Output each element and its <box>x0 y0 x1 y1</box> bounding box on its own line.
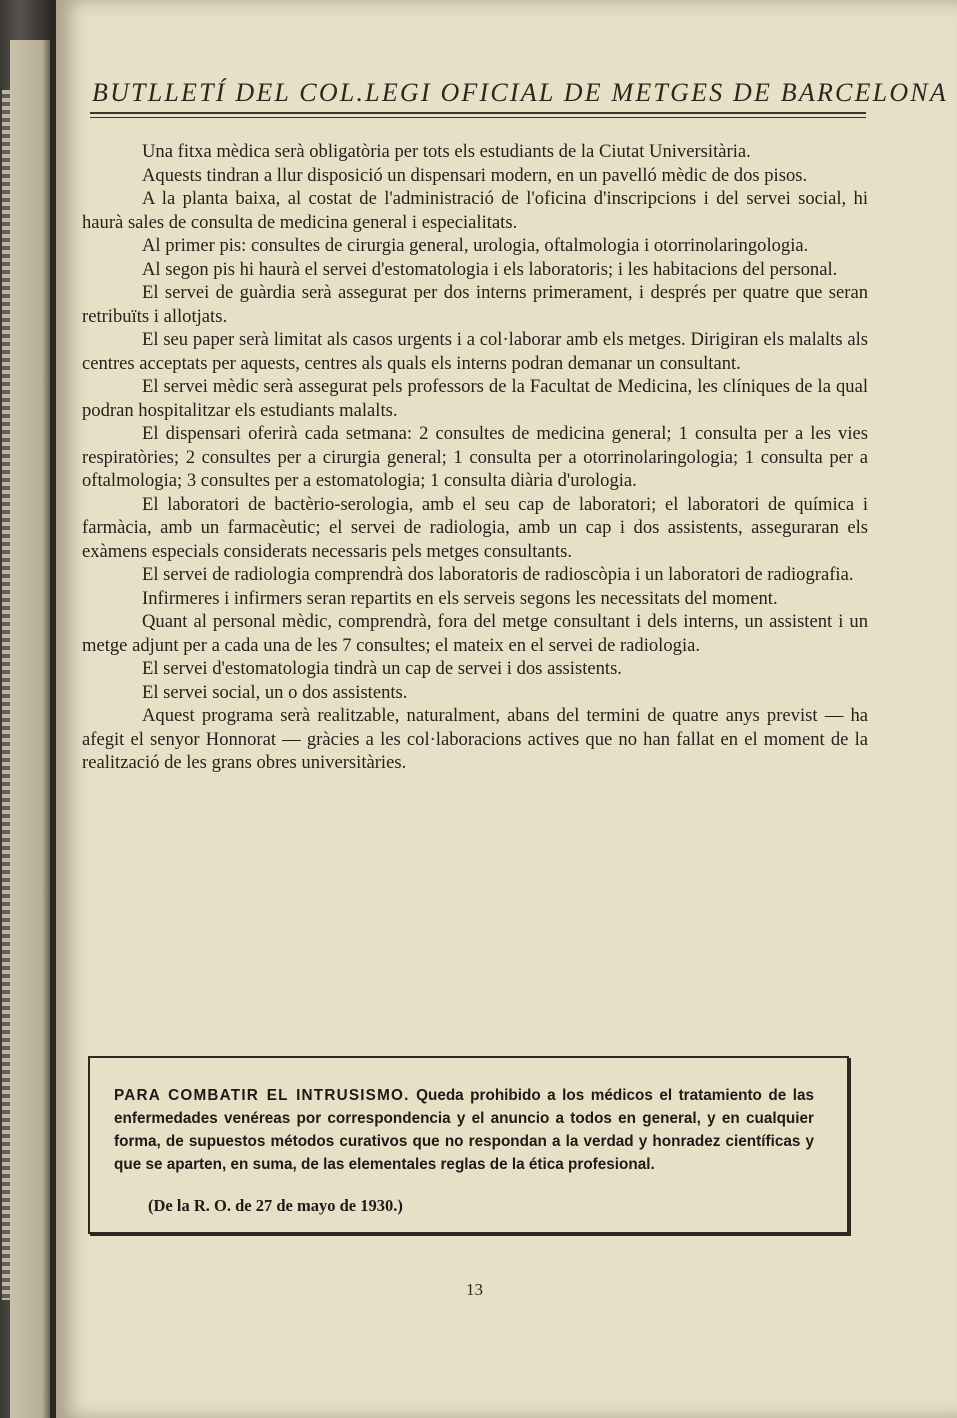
paragraph: Aquests tindran a llur disposició un dispensari modern, en un pavelló mèdic de dos pisos. <box>142 164 808 186</box>
header-rule-thick <box>90 112 866 114</box>
paragraph: Infirmeres i infirmers seran repartits en els serveis segons les necessitats del moment. <box>142 587 778 609</box>
notice-title: PARA COMBATIR EL INTRUSISMO. <box>114 1087 410 1104</box>
paragraph: El seu paper serà limitat als casos urgents i a col·laborar amb els metges. Dirigiran els malalts als centres acceptats per aquests, centres als quals els interns podran demanar un consultant. <box>82 329 868 374</box>
document-page <box>56 0 957 1418</box>
binding-stitching <box>2 90 10 1300</box>
paragraph: El servei social, un o dos assistents. <box>142 681 408 703</box>
running-header: BUTLLETÍ DEL COL.LEGI OFICIAL DE METGES DE BARCELONA <box>92 78 948 107</box>
paragraph: Una fitxa mèdica serà obligatòria per tots els estudiants de la Ciutat Universitària. <box>142 141 751 162</box>
facing-page-edge <box>10 40 50 1418</box>
article-body <box>82 140 868 775</box>
paragraph: El servei mèdic serà assegurat pels professors de la Facultat de Medicina, les clíniques de la qual podran hospitalitzar els estudiants malalts. <box>82 376 868 421</box>
page-number: 13 <box>466 1280 483 1299</box>
paragraph: El servei de guàrdia serà assegurat per dos interns primerament, i després per quatre que seran retribuïts i allotjats. <box>82 282 868 327</box>
paragraph: Aquest programa serà realitzable, naturalment, abans del termini de quatre anys previst — ha afegit el senyor Honnorat — gràcies a les col·laboracions actives que no han fallat en el moment de la realització de les grans obres universitàries. <box>82 705 868 773</box>
paragraph: A la planta baixa, al costat de l'administració de l'oficina d'inscripcions i del servei social, hi haurà sales de consulta de medicina general i especialitats. <box>82 188 868 233</box>
header-rule-thin <box>90 117 866 118</box>
paragraph: El servei d'estomatologia tindrà un cap de servei i dos assistents. <box>142 658 622 679</box>
notice-box <box>88 1056 849 1234</box>
paragraph: Al primer pis: consultes de cirurgia general, urologia, oftalmologia i otorrinolaringologia. <box>142 235 809 256</box>
notice-text <box>114 1084 814 1176</box>
paragraph: El dispensari oferirà cada setmana: 2 consultes de medicina general; 1 consulta per a les vies respiratòries; 2 consultes per a cirurgia general; 1 consulta per a otorrinolaringologia; 1 consulta per a oftalmologia; 3 consultes per a estomatologia; 1 consulta diària d'urologia. <box>82 423 868 491</box>
notice-body: Queda prohibido a los médicos el tratamiento de las enfermedades venéreas por correspondencia y el anuncio a todos en general, y en cualquier forma, de supuestos métodos curativos que no respondan a la verdad y honradez científicas y que se aparten, en suma, de las elementales reglas de la ética profesional. <box>114 1087 814 1173</box>
paragraph: El laboratori de bactèrio-serologia, amb el seu cap de laboratori; el laboratori de química i farmàcia, amb un farmacèutic; el servei de radiologia, amb un cap i dos assistents, asseguraran els exàmens especials considerats necessaris pels metges consultants. <box>82 493 868 562</box>
notice-source: (De la R. O. de 27 de mayo de 1930.) <box>148 1196 403 1215</box>
paragraph: Al segon pis hi haurà el servei d'estomatologia i els laboratoris; i les habitacions del personal. <box>142 258 838 280</box>
paragraph: El servei de radiologia comprendrà dos laboratoris de radioscòpia i un laboratori de radiografia. <box>142 564 854 585</box>
paragraph: Quant al personal mèdic, comprendrà, fora del metge consultant i dels interns, un assistent i un metge adjunt per a cada una de les 7 consultes; el mateix en el servei de radiologia. <box>82 611 868 656</box>
